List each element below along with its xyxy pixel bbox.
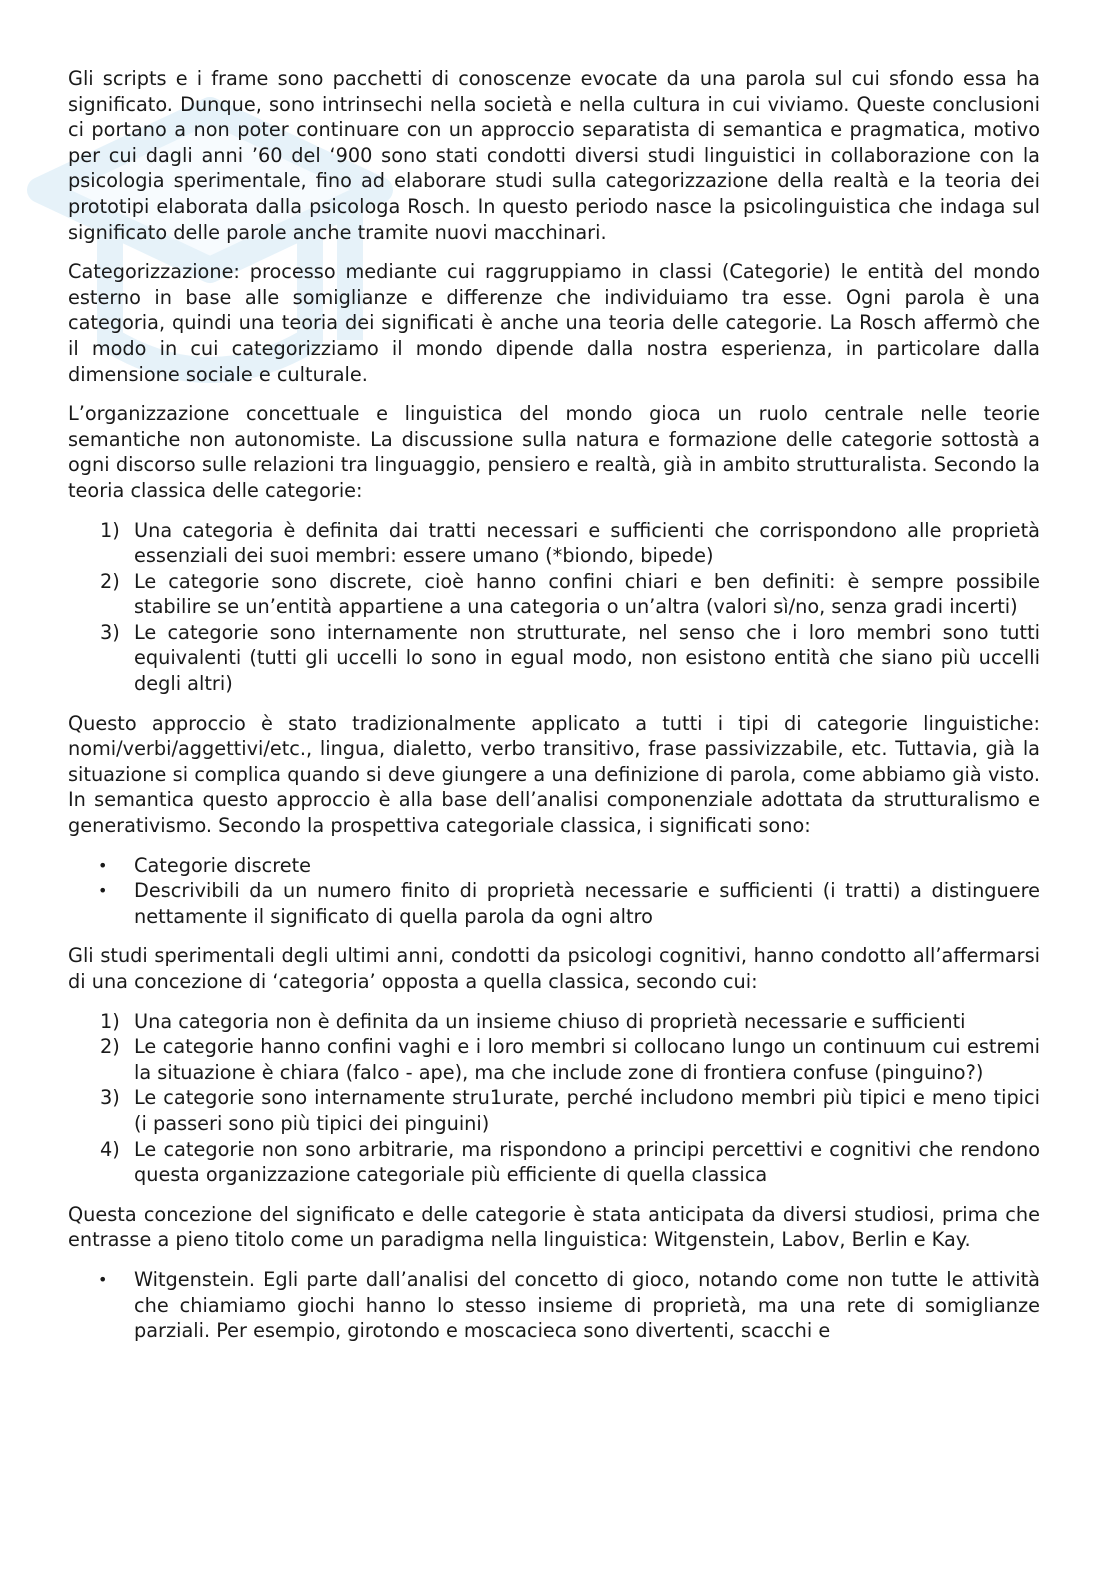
list-item: 3) Le categorie sono internamente stru1urate, perché includono membri più tipici e meno tipici (i passeri sono più tipici dei pinguini) bbox=[100, 1086, 1040, 1135]
list-item: 1) Una categoria è definita dai tratti necessari e sufficienti che corrispondono alle proprietà essenziali dei suoi membri: essere umano (*biondo, bipede) bbox=[100, 518, 1040, 568]
list-item: 1) Una categoria non è definita da un insieme chiuso di proprietà necessarie e sufficienti bbox=[100, 1009, 966, 1033]
list-item: 4) Le categorie non sono arbitrarie, ma rispondono a principi percettivi e cognitivi che rendono questa organizzazione categoriale più efficiente di quella classica bbox=[100, 1137, 1040, 1187]
document-page bbox=[68, 66, 1040, 1358]
list-item: 3) Le categorie sono internamente non strutturate, nel senso che i loro membri sono tutti equivalenti (tutti gli uccelli lo sono in egual modo, non esistono entità che siano più uccelli degli altri) bbox=[100, 620, 1040, 696]
paragraph-scripts-frame: Gli scripts e i frame sono pacchetti di conoscenze evocate da una parola sul cui sfondo essa ha significato. Dunque, sono intrinsechi nella società e nella cultura in cui viviamo. Queste conclusioni ci portano a non poter continuare con un approccio separatista di semantica e pragmatica, motivo per cui dagli anni ’60 del ‘900 sono stati condotti diversi studi linguistici in collaborazione con la psicologia sperimentale, fino ad elaborare studi sulla categorizzazione della realtà e la teoria dei prototipi elaborata dalla psicologa Rosch. In questo periodo nasce la psicolinguistica che indaga sul significato delle parole anche tramite nuovi macchinari. bbox=[68, 67, 1040, 244]
list-item: • Categorie discrete bbox=[98, 853, 312, 877]
list-item: 2) Le categorie sono discrete, cioè hanno confini chiari e ben definiti: è sempre possibile stabilire se un’entità appartiene a una categoria o un’altra (valori sì/no, senza gradi incerti) bbox=[100, 569, 1040, 619]
list-significati bbox=[68, 853, 1040, 930]
paragraph-studi-sperimentali: Gli studi sperimentali degli ultimi anni, condotti da psicologi cognitivi, hanno condotto all’affermarsi di una concezione di ‘categoria’ opposta a quella classica, secondo cui: bbox=[68, 944, 1040, 993]
paragraph-approccio-classico: Questo approccio è stato tradizionalmente applicato a tutti i tipi di categorie linguistiche: nomi/verbi/aggettivi/etc., lingua, dialetto, verbo transitivo, frase passivizzabile, etc. Tuttavia, già la situazione si complica quando si deve giungere a una definizione di parola, come abbiamo già visto. In semantica questo approccio è alla base dell’analisi componenziale adottata da strutturalismo e generativismo. Secondo la prospettiva categoriale classica, i significati sono: bbox=[68, 711, 1040, 838]
list-concezione-cognitiva bbox=[68, 1009, 1040, 1188]
list-studiosi bbox=[68, 1267, 1040, 1344]
paragraph-categorizzazione: Categorizzazione: processo mediante cui raggruppiamo in classi (Categorie) le entità del mondo esterno in base alle somiglianze e differenze che individuiamo tra esse. Ogni parola è una categoria, quindi una teoria dei significati è anche una teoria delle categorie. La Rosch affermò che il modo in cui categorizziamo il mondo dipende dalla nostra esperienza, in particolare dalla dimensione sociale e culturale. bbox=[68, 260, 1040, 386]
list-item: 2) Le categorie hanno confini vaghi e i loro membri si collocano lungo un continuum cui estremi la situazione è chiara (falco - ape), ma che include zone di frontiera confuse (pinguino?) bbox=[100, 1035, 1040, 1084]
paragraph-studiosi: Questa concezione del significato e delle categorie è stata anticipata da diversi studiosi, prima che entrasse a pieno titolo come un paradigma nella linguistica: Witgenstein, Labov, Berlin e Kay. bbox=[68, 1202, 1040, 1252]
paragraph-teoria-classica-intro: L’organizzazione concettuale e linguistica del mondo gioca un ruolo centrale nelle teorie semantiche non autonomiste. La discussione sulla natura e formazione delle categorie sottostà a ogni discorso sulle relazioni tra linguaggio, pensiero e realtà, già in ambito strutturalista. Secondo la teoria classica delle categorie: bbox=[68, 402, 1040, 502]
list-item: • Descrivibili da un numero finito di proprietà necessarie e sufficienti (i tratti) a distinguere nettamente il significato di quella parola da ogni altro bbox=[98, 879, 1040, 928]
list-item: • Witgenstein. Egli parte dall’analisi del concetto di gioco, notando come non tutte le attività che chiamiamo giochi hanno lo stesso insieme di proprietà, ma una rete di somiglianze parziali. Per esempio, girotondo e moscacieca sono divertenti, scacchi e bbox=[98, 1267, 1040, 1343]
list-teoria-classica bbox=[68, 518, 1040, 697]
